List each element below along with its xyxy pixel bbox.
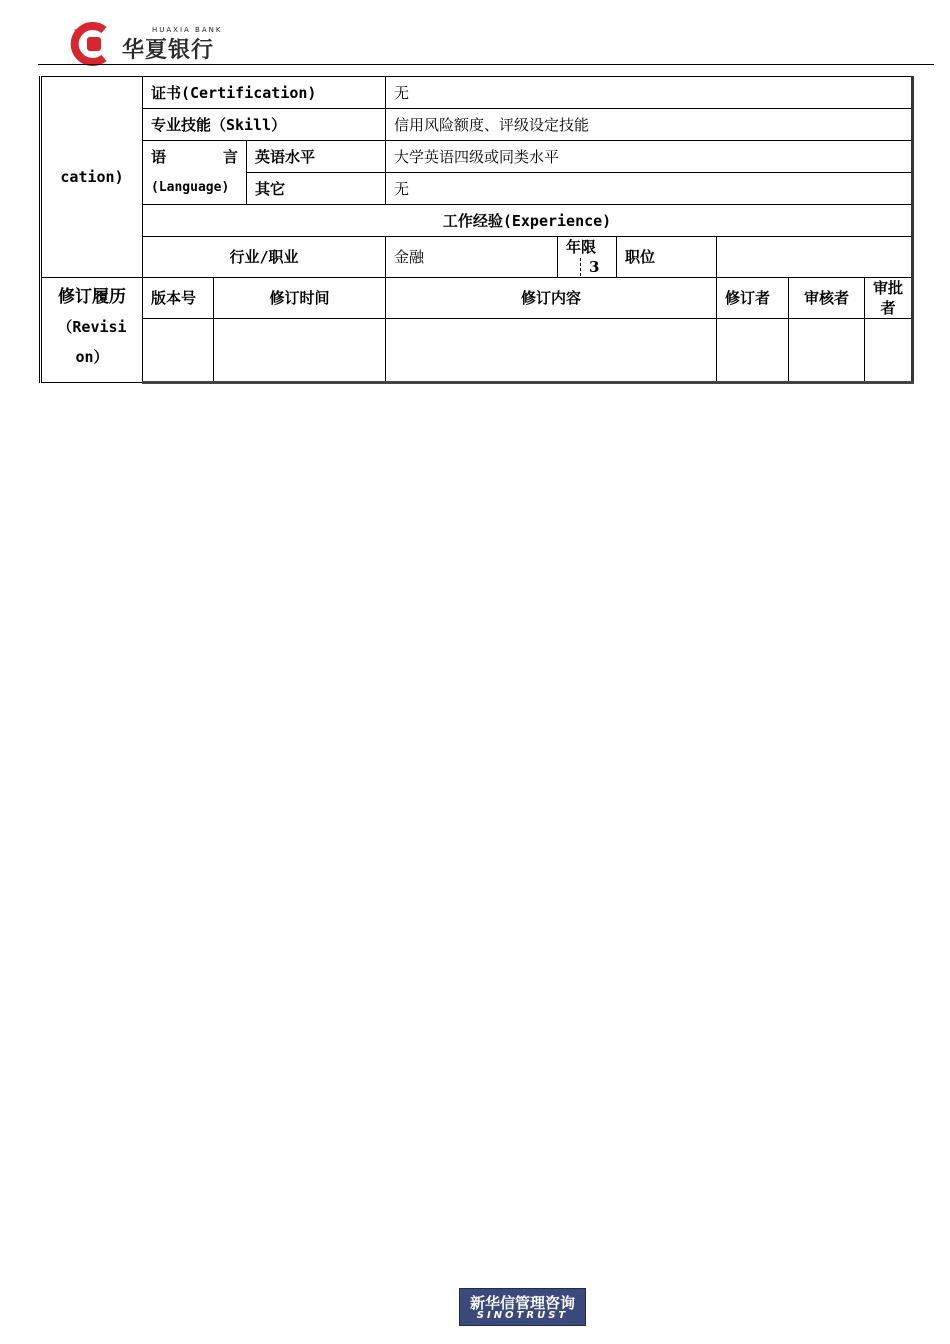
revision-cell-content: [386, 319, 717, 383]
revision-cell-reviewer: [789, 319, 865, 383]
col-reviewer: 审核者: [789, 278, 865, 319]
certification-value: 无: [386, 77, 913, 109]
revision-cell-reviser: [717, 319, 789, 383]
language-label-char-2: 言: [222, 147, 238, 166]
col-approver: 审批者: [865, 278, 913, 319]
english-level-label: 英语水平: [247, 141, 386, 173]
years-label: 年限: [566, 238, 597, 256]
language-label: [143, 141, 247, 173]
sinotrust-logo-cn: 新华信管理咨询: [469, 1294, 575, 1312]
position-value: [717, 237, 913, 278]
other-value: 无: [386, 173, 913, 205]
revision-cell-version: [143, 319, 214, 383]
col-revision-content: 修订内容: [386, 278, 717, 319]
sinotrust-logo: [459, 1288, 586, 1326]
other-label: 其它: [247, 173, 386, 205]
revision-side-label-1: 修订履历: [58, 287, 126, 307]
years-value: 3: [580, 258, 599, 276]
experience-title: 工作经验(Experience): [143, 205, 913, 237]
certification-label: 证书(Certification): [143, 77, 386, 109]
col-version: 版本号: [143, 278, 214, 319]
revision-cell-time: [214, 319, 386, 383]
job-spec-sheet: [39, 76, 914, 384]
english-level-value: 大学英语四级或同类水平: [386, 141, 913, 173]
revision-cell-approver: [865, 319, 913, 383]
industry-value: 金融: [386, 237, 558, 278]
col-revision-time: 修订时间: [214, 278, 386, 319]
skill-label: 专业技能（Skill）: [143, 109, 386, 141]
revision-side-label-3: on）: [75, 348, 109, 366]
years-cell: [558, 237, 617, 278]
col-reviser: 修订者: [717, 278, 789, 319]
qualification-table: [39, 76, 914, 384]
revision-side-label-2: （Revisi: [57, 318, 127, 336]
position-label: 职位: [617, 237, 717, 278]
language-label-en: (Language): [143, 173, 247, 205]
qualification-side-label: cation): [41, 77, 143, 278]
brand-english: HUAXIA BANK: [152, 26, 223, 34]
skill-value: 信用风险额度、评级设定技能: [386, 109, 913, 141]
header-divider: [38, 64, 934, 65]
sinotrust-logo-en: SINOTRUST: [476, 1310, 569, 1321]
language-label-char-1: 语: [151, 147, 167, 166]
revision-side-label: [41, 278, 143, 383]
industry-label: 行业/职业: [143, 237, 386, 278]
brand-chinese: 华夏银行: [122, 38, 215, 63]
page-header: [0, 0, 950, 70]
huaxia-bank-logo-icon: [70, 22, 114, 66]
